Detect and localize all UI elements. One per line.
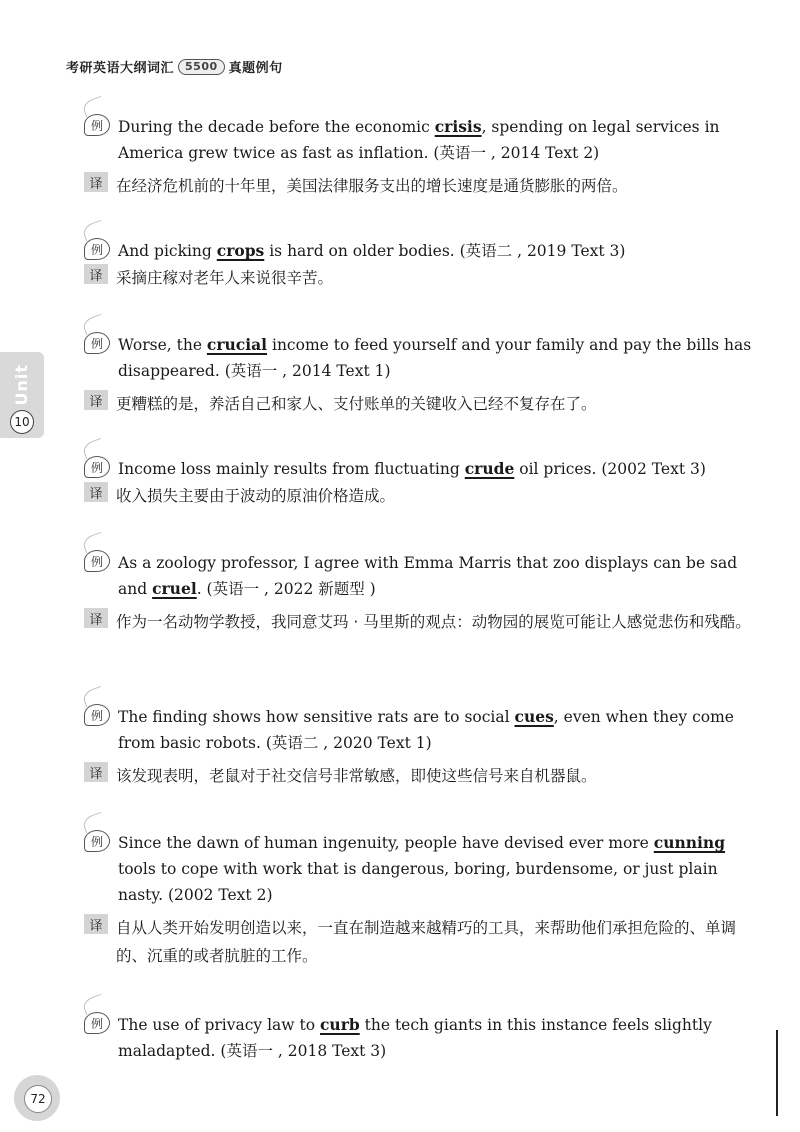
header-subtitle: 真题例句 [228,61,283,76]
translation-marker-icon: 译 [84,914,108,934]
translation-marker-icon: 译 [84,762,108,782]
page-header [66,57,283,76]
example-marker-icon: 例 [84,114,110,136]
example-entry [84,1012,754,1064]
example-marker-icon: 例 [84,550,110,572]
keyword: cues [514,707,554,726]
translation-marker-icon: 译 [84,172,108,192]
example-sentence: Worse, the crucial income to feed yourself and your family and pay the bills has disappeared. (英语一 , 2014 Text 1) [118,335,752,380]
example-marker-icon: 例 [84,704,110,726]
keyword: curb [319,1015,360,1034]
translation-sentence: 自从人类开始发明创造以来，一直在制造越来越精巧的工具，来帮助他们承担危险的、单调的、沉重的或者肮脏的工作。 [116,919,737,965]
translation-marker-icon: 译 [84,390,108,410]
example-marker-icon: 例 [84,1012,110,1034]
example-marker-icon: 例 [84,332,110,354]
page-number: 72 [24,1085,52,1113]
translation-marker-icon: 译 [84,608,108,628]
keyword: crisis [434,117,482,136]
keyword: crucial [206,335,268,354]
keyword: cunning [653,833,726,852]
margin-rule [776,1030,778,1116]
translation-marker-icon: 译 [84,264,108,284]
translation-sentence: 采摘庄稼对老年人来说很辛苦。 [116,269,334,287]
example-sentence: The use of privacy law to curb the tech giants in this instance feels slightly maladapted. (英语一 , 2018 Text 3) [118,1015,712,1060]
example-entry [84,332,754,418]
example-entry [84,550,754,636]
example-sentence: As a zoology professor, I agree with Emma Marris that zoo displays can be sad and cruel. (英语一 , 2022 新题型 ) [118,554,738,598]
unit-label: Unit [12,364,31,406]
example-marker-icon: 例 [84,238,110,260]
example-sentence: And picking crops is hard on older bodies. (英语二 , 2019 Text 3) [118,241,626,260]
example-entry [84,456,754,510]
translation-sentence: 作为一名动物学教授，我同意艾玛 · 马里斯的观点：动物园的展览可能让人感觉悲伤和残酷。 [116,613,751,631]
example-entry [84,830,754,970]
keyword: crops [216,241,265,260]
translation-marker-icon: 译 [84,482,108,502]
example-sentence: During the decade before the economic crisis, spending on legal services in America grew twice as fast as inflation. (英语一 , 2014 Text 2) [118,117,720,162]
example-marker-icon: 例 [84,456,110,478]
header-title: 考研英语大纲词汇 [66,61,175,76]
example-entry [84,704,754,790]
example-sentence: The finding shows how sensitive rats are to social cues, even when they come from basic robots. (英语二 , 2020 Text 1) [118,707,734,752]
unit-side-tab [0,352,44,438]
example-entry [84,238,754,292]
keyword: crude [464,459,515,478]
unit-number: 10 [10,410,34,434]
page-number-badge [14,1075,60,1121]
example-entry [84,114,754,200]
translation-sentence: 收入损失主要由于波动的原油价格造成。 [116,487,396,505]
example-marker-icon: 例 [84,830,110,852]
translation-sentence: 更糟糕的是，养活自己和家人、支付账单的关键收入已经不复存在了。 [116,395,597,413]
example-sentence: Since the dawn of human ingenuity, people have devised ever more cunning tools to cope with work that is dangerous, boring, burdensome, or just plain nasty. (2002 Text 2) [118,833,726,904]
header-badge: 5500 [178,59,225,75]
translation-sentence: 在经济危机前的十年里，美国法律服务支出的增长速度是通货膨胀的两倍。 [116,177,628,195]
translation-sentence: 该发现表明，老鼠对于社交信号非常敏感，即使这些信号来自机器鼠。 [116,767,597,785]
example-sentence: Income loss mainly results from fluctuating crude oil prices. (2002 Text 3) [118,459,706,478]
keyword: cruel [152,579,197,598]
